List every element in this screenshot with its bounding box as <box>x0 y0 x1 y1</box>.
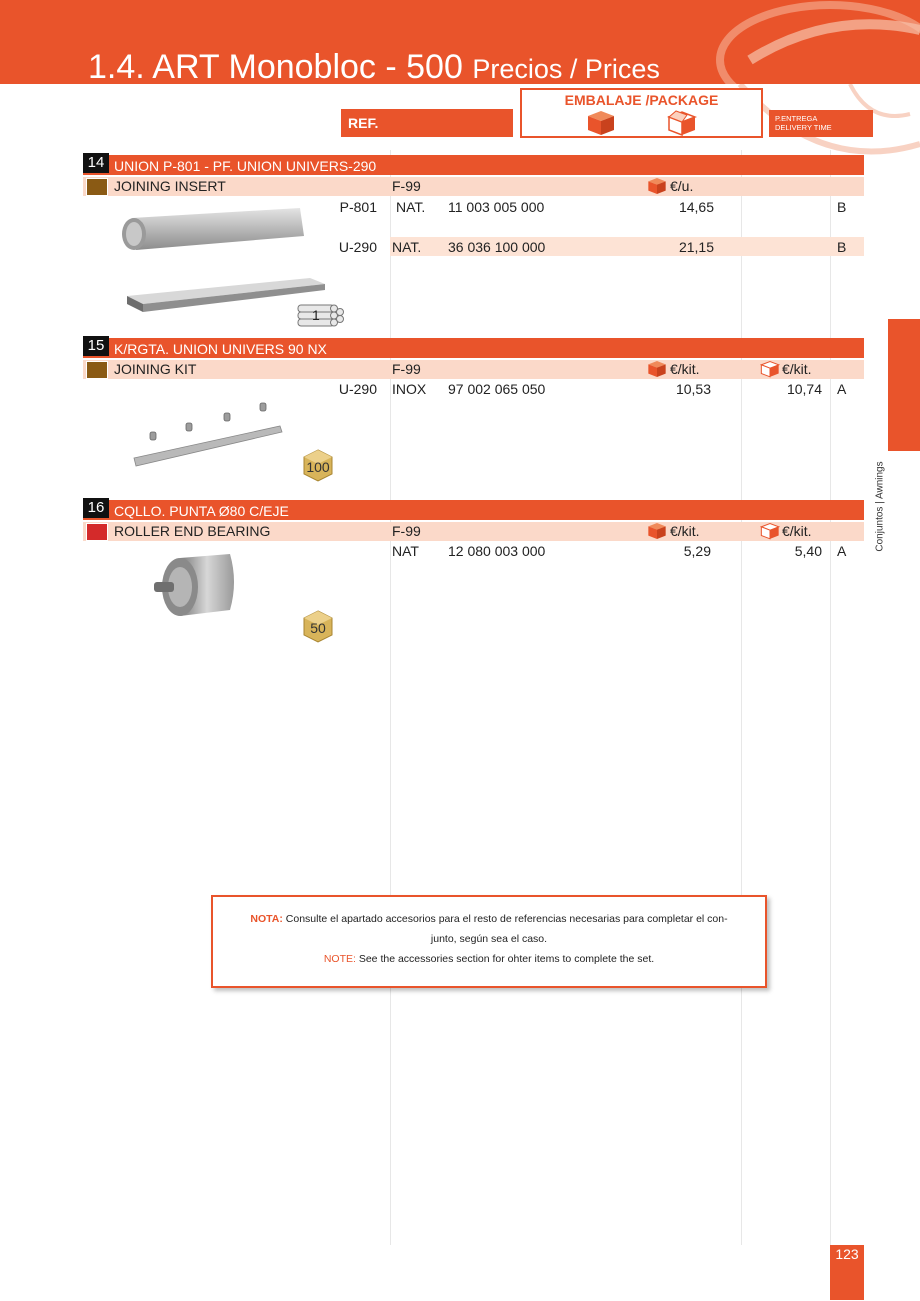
note-es-label: NOTA: <box>250 913 283 925</box>
title-main: 1.4. ART Monobloc - 500 <box>88 48 463 86</box>
product-price: 21,15 <box>678 239 714 255</box>
quantity-value: 50 <box>310 620 326 636</box>
open-box-icon <box>760 359 780 378</box>
product-price: 10,53 <box>675 381 711 397</box>
quantity-badge <box>303 610 333 643</box>
section-subtitle: ROLLER END BEARING <box>114 523 271 539</box>
package-label: EMBALAJE /PACKAGE <box>564 92 719 108</box>
note-en-label: NOTE: <box>323 953 356 965</box>
product-price: 5,40 <box>794 543 822 559</box>
product-code: 12 080 003 000 <box>448 543 546 559</box>
column-divider <box>830 150 831 1245</box>
ref-column-header: REF. <box>341 109 513 137</box>
section-subtitle: JOINING KIT <box>114 361 197 377</box>
note-es-text: Consulte el apartado accesorios para el resto de referencias necesarias para completar el con- <box>282 913 728 925</box>
product-price: 10,74 <box>786 381 822 397</box>
tube-bundle-icon <box>296 302 344 328</box>
price-unit: €/u. <box>670 178 694 194</box>
column-divider <box>390 150 391 1245</box>
section-subheader-bar <box>83 360 864 379</box>
decorative-swirl <box>660 0 920 84</box>
color-swatch <box>86 178 108 196</box>
section-number: 15 <box>83 336 109 356</box>
product-price: 14,65 <box>678 199 714 215</box>
section-number: 14 <box>83 153 109 173</box>
product-finish: NAT <box>392 543 419 559</box>
price-unit: €/kit. <box>670 523 700 539</box>
side-label-text: Conjuntos | Awnings <box>874 461 886 552</box>
note-box <box>211 895 767 988</box>
product-price: 5,29 <box>683 543 711 559</box>
finish-code: F-99 <box>392 178 421 194</box>
joining-insert-tube-image <box>118 206 308 256</box>
finish-code: F-99 <box>392 523 421 539</box>
product-ref: U-290 <box>338 239 377 255</box>
page-title <box>88 48 660 88</box>
delivery-code: B <box>837 199 847 215</box>
note-english <box>223 949 755 969</box>
page-number: 123 <box>830 1245 864 1300</box>
product-finish: NAT. <box>392 239 422 255</box>
delivery-code: A <box>837 381 847 397</box>
product-ref: P-801 <box>339 199 377 215</box>
product-finish: INOX <box>392 381 427 397</box>
section-subtitle: JOINING INSERT <box>114 178 226 194</box>
closed-box-icon <box>586 110 616 136</box>
quantity-badge <box>296 302 344 328</box>
side-tab <box>888 319 920 451</box>
section-number: 16 <box>83 498 109 518</box>
note-spanish <box>223 909 755 929</box>
delivery-column-header <box>769 110 873 137</box>
product-finish: NAT. <box>396 199 426 215</box>
note-es-text-continued: junto, según sea el caso. <box>430 933 548 945</box>
price-unit: €/kit. <box>782 523 812 539</box>
open-box-icon <box>760 521 780 540</box>
package-column-header <box>520 88 763 138</box>
delivery-label-es: P.ENTREGA <box>775 114 818 123</box>
column-divider <box>741 150 742 1245</box>
quantity-value: 1 <box>312 307 320 323</box>
section-title: UNION P-801 - PF. UNION UNIVERS-290 <box>114 158 377 174</box>
note-en-text: See the accessories section for ohter items to complete the set. <box>355 953 655 965</box>
delivery-label-en: DELIVERY TIME <box>775 123 832 132</box>
quantity-value: 100 <box>306 459 330 475</box>
title-sub: Precios / Prices <box>472 54 660 84</box>
color-swatch <box>86 523 108 541</box>
price-unit: €/kit. <box>670 361 700 377</box>
open-box-icon <box>667 109 697 136</box>
color-swatch <box>86 361 108 379</box>
price-unit: €/kit. <box>782 361 812 377</box>
roller-end-bearing-image <box>150 548 240 623</box>
delivery-code: B <box>837 239 847 255</box>
closed-box-icon <box>647 177 667 195</box>
section-title: CQLLO. PUNTA Ø80 C/EJE <box>114 503 289 519</box>
delivery-code: A <box>837 543 847 559</box>
finish-code: F-99 <box>392 361 421 377</box>
closed-box-icon <box>647 360 667 378</box>
product-code: 11 003 005 000 <box>448 199 545 215</box>
closed-box-icon <box>647 522 667 540</box>
joining-kit-image <box>130 398 285 473</box>
section-title: K/RGTA. UNION UNIVERS 90 NX <box>114 341 327 357</box>
product-code: 36 036 100 000 <box>448 239 546 255</box>
quantity-badge <box>303 449 333 482</box>
product-ref: U-290 <box>338 381 377 397</box>
product-code: 97 002 065 050 <box>448 381 546 397</box>
